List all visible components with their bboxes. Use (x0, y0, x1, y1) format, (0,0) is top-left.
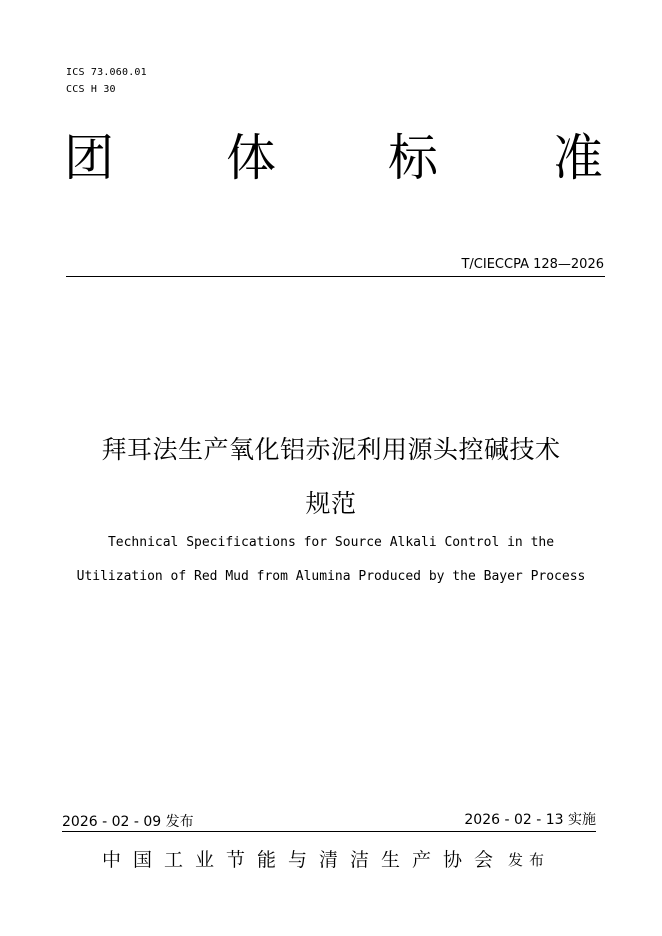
publish-label: 发布 (508, 851, 551, 869)
header-char-biao: 标 (388, 129, 438, 187)
publish-date: 2026 - 02 - 09 发布 (62, 814, 194, 830)
top-divider (66, 276, 605, 277)
header-char-zhun: 准 (553, 129, 603, 187)
standard-number: T/CIECCPA 128—2026 (461, 257, 604, 272)
header-char-tuan: 团 (64, 129, 114, 187)
ics-code: ICS 73.060.01 (66, 67, 147, 78)
header-char-ti: 体 (226, 129, 276, 187)
title-en-line1: Technical Specifications for Source Alkali Control in the (107, 535, 555, 550)
title-cn-line2: 规范 (305, 489, 357, 518)
title-en-line2: Utilization of Red Mud from Alumina Produced by the Bayer Process (76, 569, 586, 584)
implement-date: 2026 - 02 - 13 实施 (464, 812, 596, 828)
bottom-divider (62, 831, 596, 832)
title-cn-line1: 拜耳法生产氧化铝赤泥利用源头控碱技术 (101, 435, 561, 464)
ccs-code: CCS H 30 (66, 84, 116, 95)
publisher-name: 中国工业节能与清洁生产协会 (102, 849, 506, 871)
